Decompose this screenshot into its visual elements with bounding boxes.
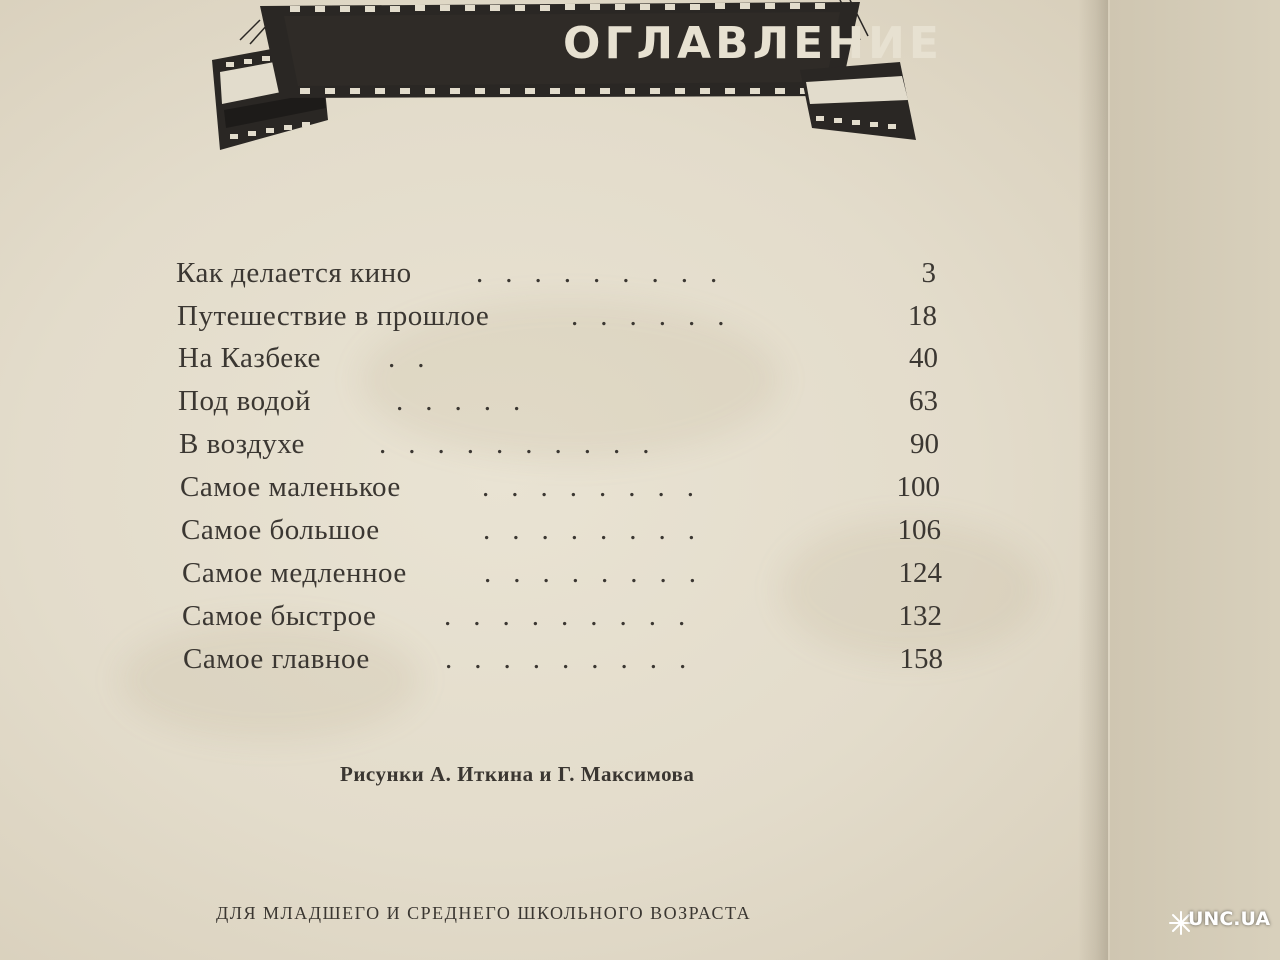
toc-entry-title: Путешествие в прошлое — [177, 300, 490, 332]
toc-entry-title: Самое маленькое — [180, 471, 401, 503]
toc-entry-title: Самое медленное — [182, 557, 407, 589]
toc-entry-page: 100 — [896, 471, 940, 503]
toc-entry-title: На Казбеке — [178, 342, 321, 374]
age-recommendation: ДЛЯ МЛАДШЕГО И СРЕДНЕГО ШКОЛЬНОГО ВОЗРАСТА — [216, 903, 752, 923]
toc-leader-dots: ........ — [483, 514, 717, 546]
toc-entry — [180, 470, 948, 510]
site-watermark — [1168, 902, 1278, 948]
toc-entry-title: Как делается кино — [176, 257, 412, 289]
toc-entry-page: 63 — [909, 385, 938, 417]
toc-entry — [182, 556, 950, 596]
toc-leader-dots: ........ — [484, 557, 718, 589]
watermark-text: UNC.UA — [1188, 908, 1271, 930]
illustration-credits: Рисунки А. Иткина и Г. Максимова — [340, 762, 695, 786]
toc-leader-dots: ......... — [476, 257, 740, 289]
toc-leader-dots: ......... — [445, 643, 709, 675]
toc-leader-dots: .......... — [379, 428, 672, 460]
toc-leader-dots: .. — [388, 342, 447, 374]
toc-entry-page: 158 — [899, 643, 943, 675]
toc-entry-page: 3 — [921, 257, 936, 289]
toc-entry — [182, 599, 950, 639]
toc-entry-title: Самое быстрое — [182, 600, 377, 632]
toc-entry-page: 18 — [908, 300, 937, 332]
toc-leader-dots: ........ — [482, 471, 716, 503]
toc-entry — [181, 513, 949, 553]
toc-entry — [176, 256, 944, 296]
toc-entry-title: Самое большое — [181, 514, 380, 546]
toc-entry-page: 124 — [898, 557, 942, 589]
toc-leader-dots: ......... — [444, 600, 708, 632]
toc-entry-page: 132 — [898, 600, 942, 632]
toc-entry-title: Под водой — [178, 385, 312, 417]
toc-leader-dots: ...... — [571, 300, 747, 332]
toc-entry-title: В воздухе — [179, 428, 305, 460]
toc-entry — [178, 384, 946, 424]
toc-entry-page: 106 — [897, 514, 941, 546]
page-title: ОГЛАВЛЕНИЕ — [563, 18, 943, 69]
toc-entry-page: 40 — [909, 342, 938, 374]
toc-entry — [178, 341, 946, 381]
toc-entry — [179, 427, 947, 467]
toc-entry-page: 90 — [910, 428, 939, 460]
toc-leader-dots: ..... — [396, 385, 543, 417]
toc-entry — [183, 642, 951, 682]
toc-entry — [177, 299, 945, 339]
toc-entry-title: Самое главное — [183, 643, 370, 675]
